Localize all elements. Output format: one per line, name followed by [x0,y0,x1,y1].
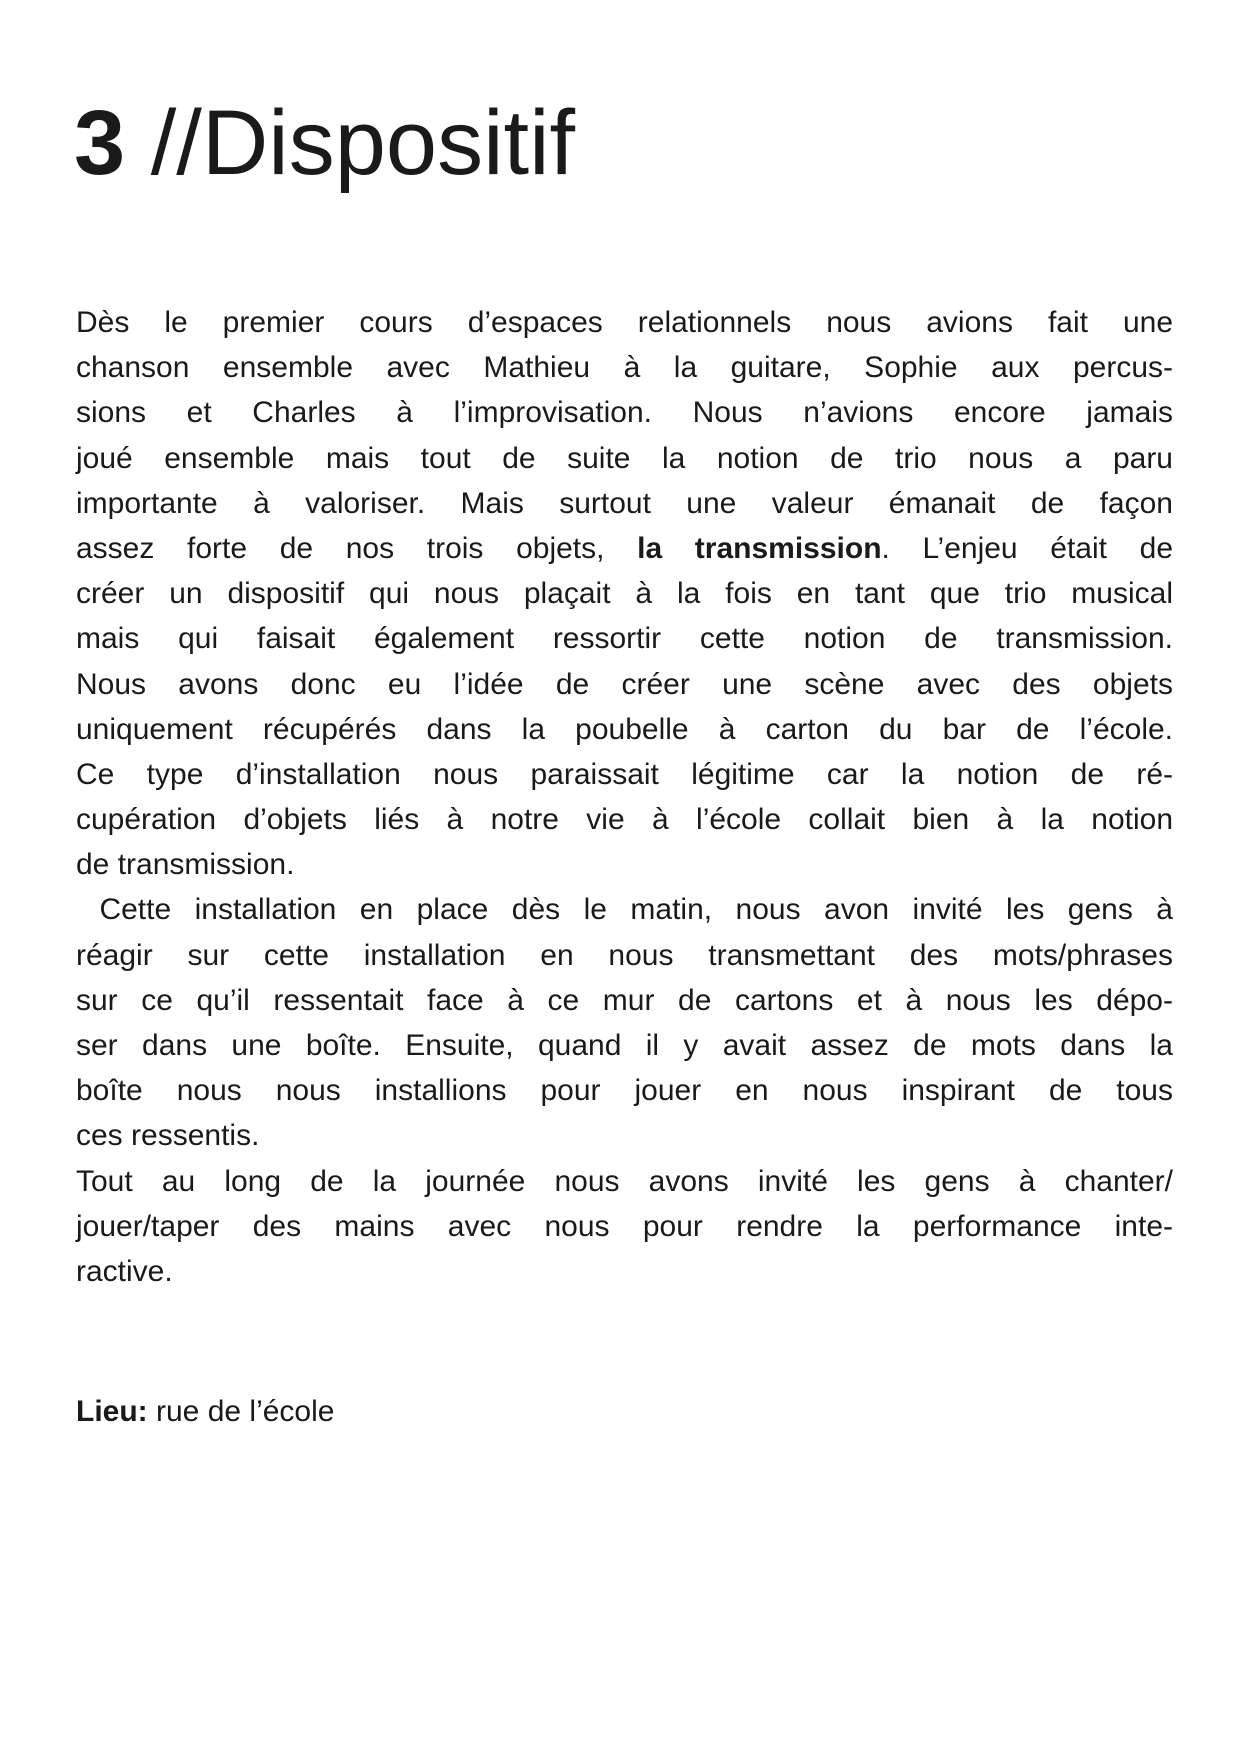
text-line: boîte nous nous installions pour jouer en nous inspirant de tous [76,1074,1173,1108]
section-title: //Dispositif [150,92,576,194]
page-title [74,88,575,198]
location [76,1389,334,1434]
text-line [76,526,1173,571]
location-label: Lieu: [76,1395,148,1428]
text-line: Dès le premier cours d’espaces relationnels nous avions fait une [76,306,1173,339]
text-line: sions et Charles à l’improvisation. Nous n’avions encore jamais [76,396,1173,430]
location-value: rue de l’école [147,1395,335,1428]
text-line: ractive. [76,1254,173,1288]
text-line: ces ressentis. [76,1119,260,1153]
section-number: 3 [74,92,126,194]
text-line: Ce type d’installation nous paraissait légitime car la notion de ré- [76,757,1173,791]
text-line: de transmission. [76,848,295,882]
text-segment: assez forte de nos trois objets, [76,531,638,565]
text-line: réagir sur cette installation en nous transmettant des mots/phrases [76,938,1173,972]
text-line: sur ce qu’il ressentait face à ce mur de cartons et à nous les dépo- [76,983,1173,1017]
text-line: ser dans une boîte. Ensuite, quand il y avait assez de mots dans la [76,1029,1173,1062]
text-line: uniquement récupérés dans la poubelle à carton du bar de l’école. [76,712,1173,746]
text-line: jouer/taper des mains avec nous pour rendre la performance inte- [76,1209,1173,1243]
emphasis-transmission: la transmission [637,531,882,565]
text-line: cupération d’objets liés à notre vie à l’école collait bien à la notion [76,803,1173,837]
text-line: Tout au long de la journée nous avons invité les gens à chanter/ [76,1164,1173,1198]
text-line: Nous avons donc eu l’idée de créer une scène avec des objets [76,667,1173,701]
text-line: joué ensemble mais tout de suite la notion de trio nous a paru [76,441,1173,475]
text-line: importante à valoriser. Mais surtout une valeur émanait de façon [76,486,1173,520]
text-segment: . L’enjeu était de [881,531,1173,565]
text-line: Cette installation en place dès le matin, nous avon invité les gens à [76,893,1173,927]
body-text [76,300,1173,1294]
text-line: mais qui faisait également ressortir cette notion de transmission. [76,622,1173,656]
text-line: chanson ensemble avec Mathieu à la guitare, Sophie aux percus- [76,351,1173,385]
text-line: créer un dispositif qui nous plaçait à la fois en tant que trio musical [76,577,1173,611]
